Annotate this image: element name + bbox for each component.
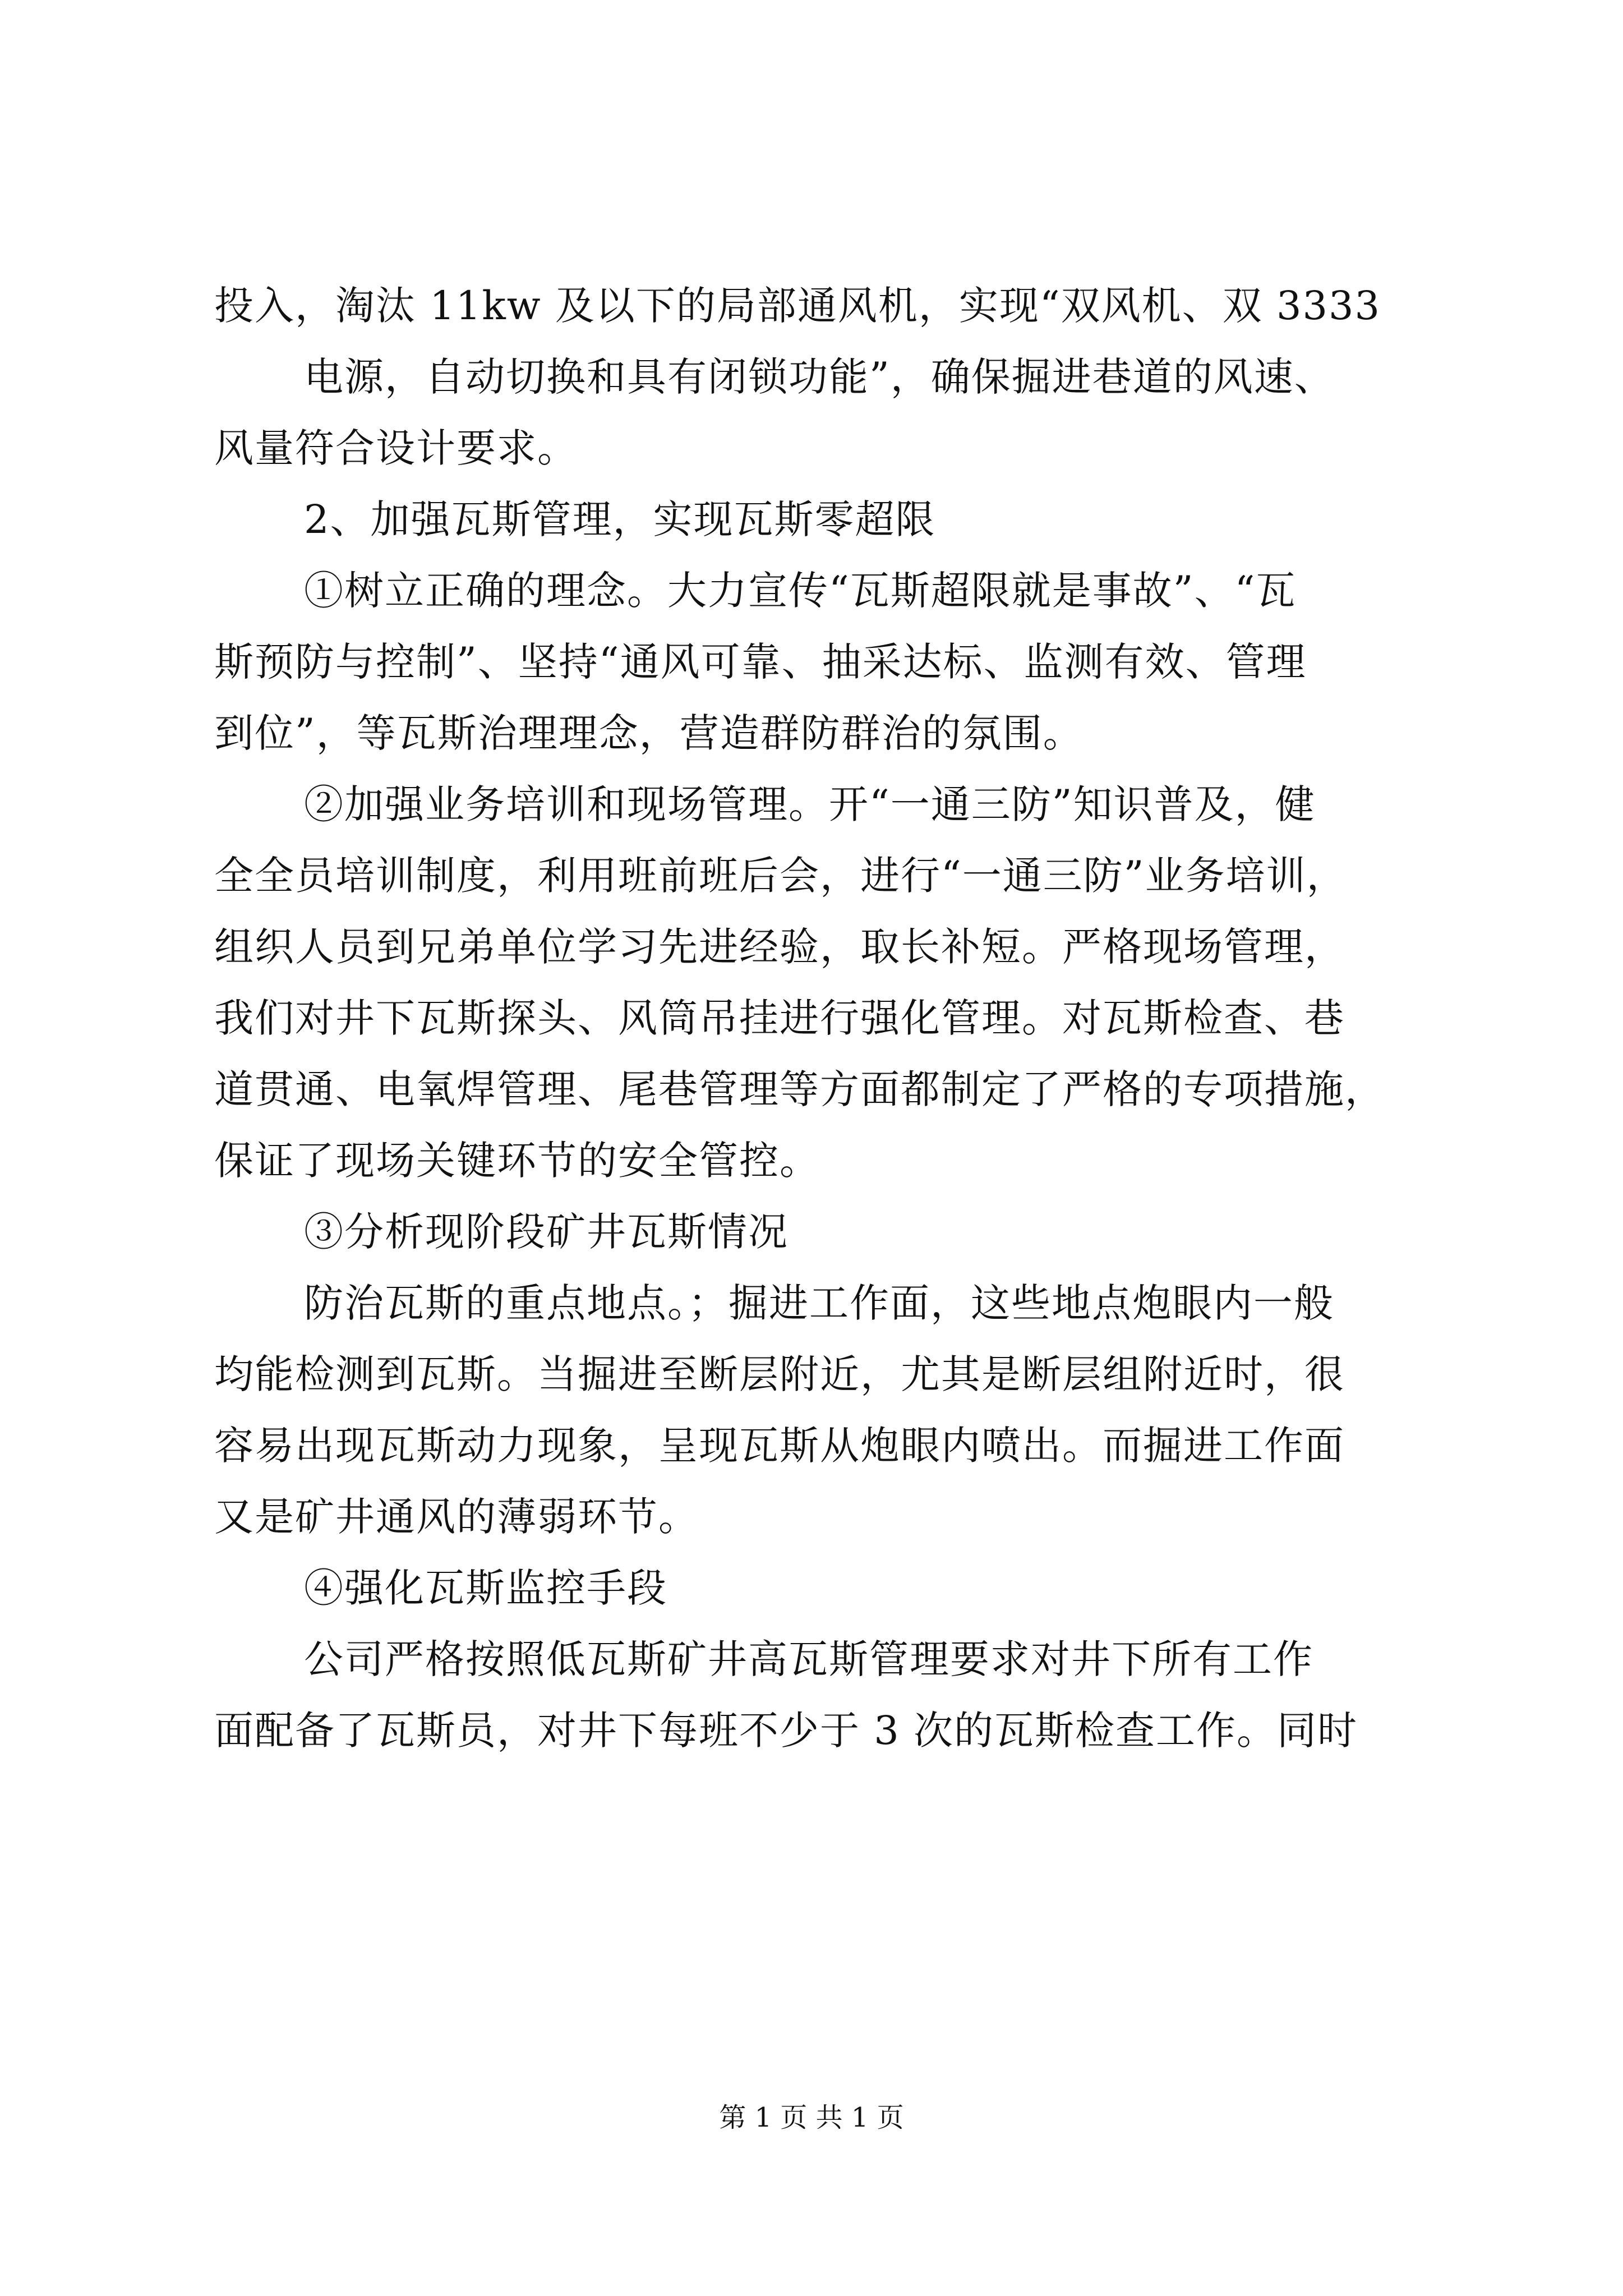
text-line-2: 电源，自动切换和具有闭锁功能”，确保掘进巷道的风速、 xyxy=(304,354,1335,400)
text-line-16: 均能检测到瓦斯。当掘进至断层附近，尤其是断层组附近时，很 xyxy=(214,1351,1345,1397)
section-heading: 2、加强瓦斯管理，实现瓦斯零超限 xyxy=(304,496,936,542)
text-line-19: ④强化瓦斯监控手段 xyxy=(304,1565,667,1611)
page-footer: 第 1 页 共 1 页 xyxy=(719,2102,904,2133)
text-line-11: 我们对井下瓦斯探头、风筒吊挂进行强化管理。对瓦斯检查、巷 xyxy=(214,995,1345,1041)
text-line-17: 容易出现瓦斯动力现象，呈现瓦斯从炮眼内喷出。而掘进工作面 xyxy=(214,1423,1345,1469)
text-line-14: ③分析现阶段矿井瓦斯情况 xyxy=(304,1209,789,1255)
text-line-21: 面配备了瓦斯员，对井下每班不少于 3 次的瓦斯检查工作。同时 xyxy=(214,1708,1358,1754)
text-line-12: 道贯通、电氧焊管理、尾巷管理等方面都制定了严格的专项措施， xyxy=(214,1066,1385,1112)
text-line-6: 斯预防与控制”、坚持“通风可靠、抽采达标、监测有效、管理 xyxy=(214,639,1307,685)
text-line-13: 保证了现场关键环节的安全管控。 xyxy=(214,1138,820,1184)
text-line-8: ②加强业务培训和现场管理。开“一通三防”知识普及，健 xyxy=(304,781,1316,827)
text-line-9: 全全员培训制度，利用班前班后会，进行“一通三防”业务培训， xyxy=(214,853,1347,899)
text-line-5: ①树立正确的理念。大力宣传“瓦斯超限就是事故”、“瓦 xyxy=(304,568,1297,614)
text-line-18: 又是矿井通风的薄弱环节。 xyxy=(214,1494,699,1540)
text-line-15: 防治瓦斯的重点地点。；掘进工作面，这些地点炮眼内一般 xyxy=(304,1280,1334,1326)
text-line-7: 到位”，等瓦斯治理理念，营造群防群治的氛围。 xyxy=(214,710,1083,756)
text-line-20: 公司严格按照低瓦斯矿井高瓦斯管理要求对井下所有工作 xyxy=(304,1636,1313,1682)
text-line-3: 风量符合设计要求。 xyxy=(214,425,578,471)
text-line-10: 组织人员到兄弟单位学习先进经验，取长补短。严格现场管理， xyxy=(214,924,1345,970)
text-line-1: 投入，淘汰 11kw 及以下的局部通风机，实现“双风机、双 3333 xyxy=(214,283,1381,329)
